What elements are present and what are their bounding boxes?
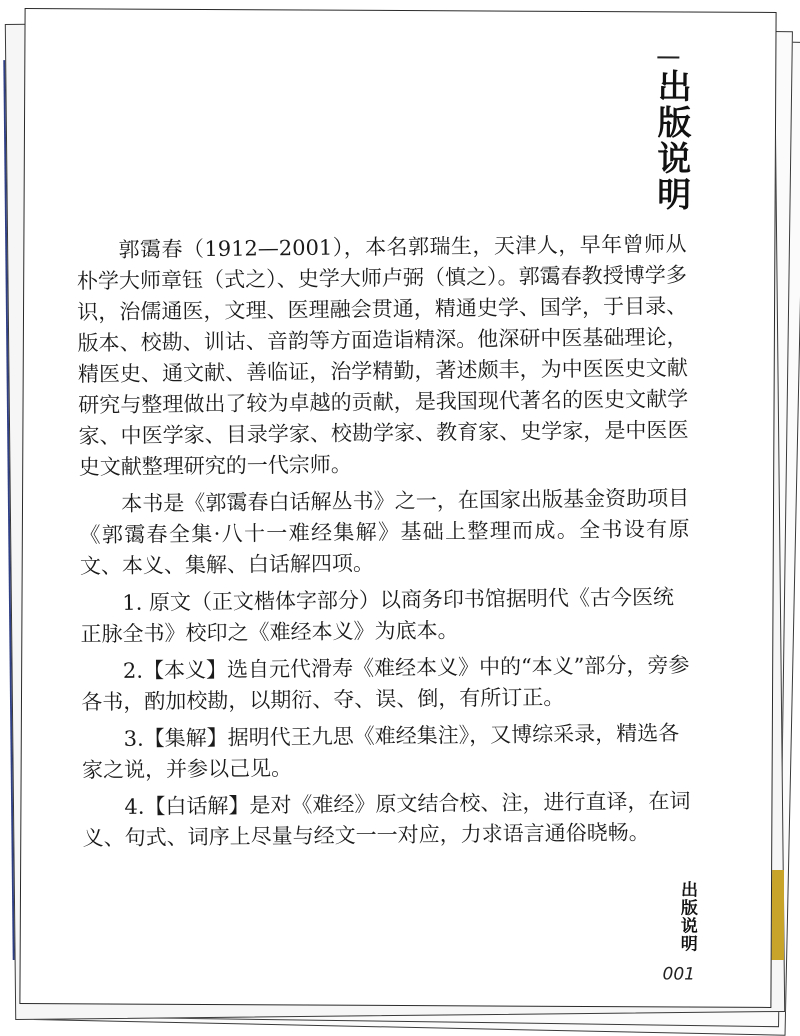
page <box>19 8 776 1008</box>
page-number: 001 <box>662 964 696 985</box>
intro-paragraph: 郭霭春（1912—2001），本名郭瑞生，天津人，早年曾师从朴学大师章钰（式之）、史学大师卢弼（慎之）。郭霭春教授博学多识，治儒通医，文理、医理融会贯通，精通史学、国学，于目录、版本、校勘、训诂、音韵等方面造诣精深。他深研中医基础理论，精医史、通文献、善临证，治学精勤，著述颇丰，为中医医史文献研究与整理做出了较为卓越的贡献，是我国现代著名的医史文献学家、中医学家、目录学家、校勘学家、教育家、史学家，是中医医史文献整理研究的一代宗师。 <box>76 231 689 480</box>
body-text <box>76 229 693 860</box>
running-footer: 出版说明 <box>676 880 698 953</box>
list-item: 1. 原文（正文楷体字部分）以商务印书馆据明代《古今医统正脉全书》校印之《难经本义》为底本。 <box>80 585 675 647</box>
page-title: 出版说明 <box>650 68 692 213</box>
book-paragraph: 本书是《郭霭春白话解丛书》之一，在国家出版基金资助项目《郭霭春全集·八十一难经集解》基础上整理而成。全书设有原文、本义、集解、白话解四项。 <box>79 485 690 579</box>
list-item: 2.【本义】选自元代滑寿《难经本义》中的“本义”部分，旁参各书，酌加校勘，以期衍、夺、误、倒，有所订正。 <box>81 652 690 715</box>
list-item: 3.【集解】据明代王九思《难经集注》，又博综采录，精选各家之说，并参以己见。 <box>81 721 680 783</box>
page-edge-marker <box>770 870 784 960</box>
title-rule <box>657 56 679 58</box>
list-item: 4.【白话解】是对《难经》原文结合校、注，进行直译，在词义、句式、词序上尽量与经文一一对应，力求语言通俗晓畅。 <box>82 788 691 851</box>
